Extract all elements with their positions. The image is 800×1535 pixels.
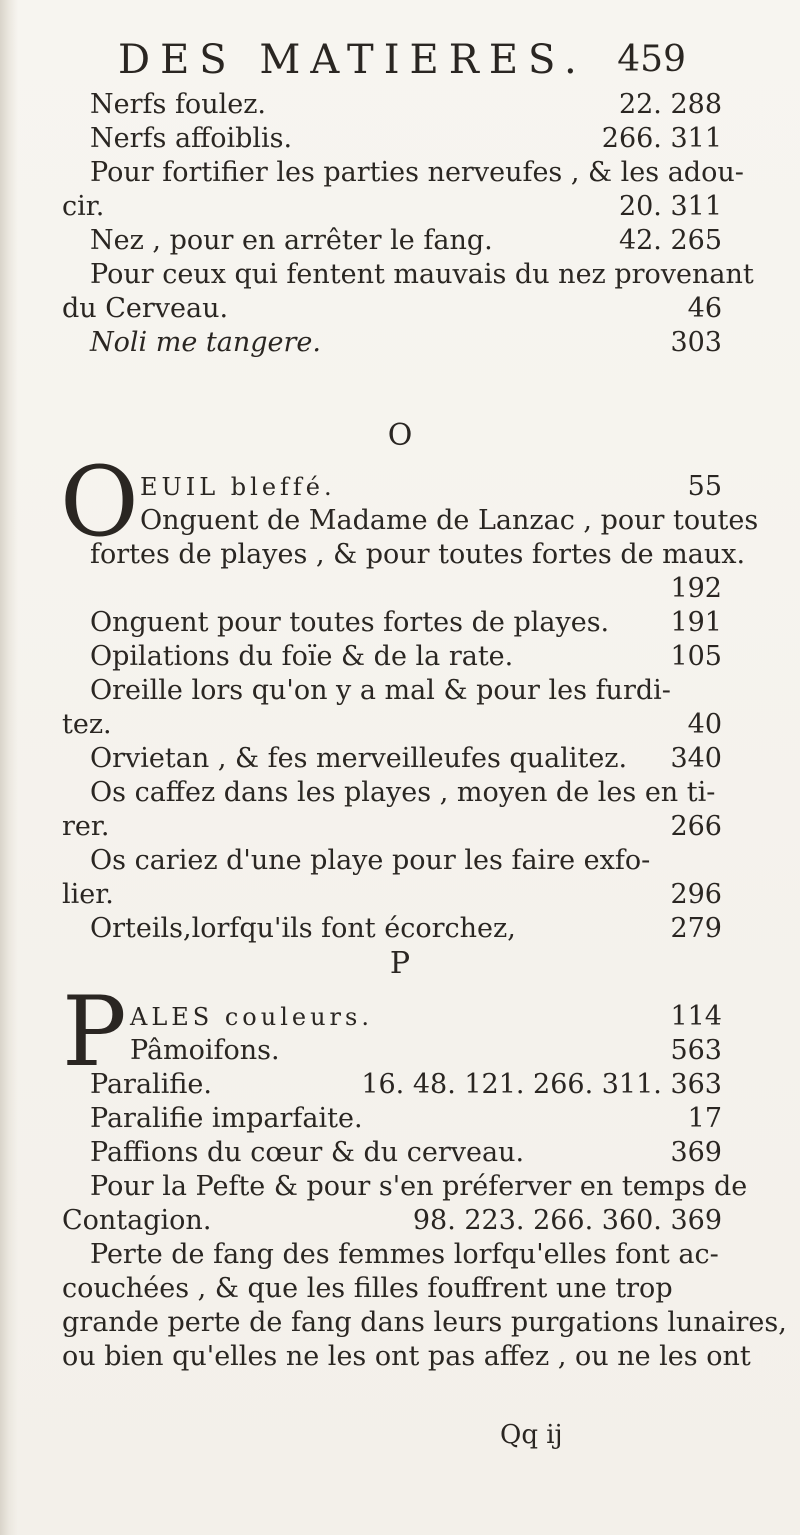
section-heading-o: O <box>387 418 413 453</box>
index-entry: rer. 266 <box>62 811 722 842</box>
dropcap-p: P <box>62 976 127 1088</box>
index-entry: EUIL bleffé. 55 <box>140 471 722 502</box>
index-entry: Oreille lors qu'on y a mal & pour les furdi- <box>90 675 671 706</box>
page-gutter <box>0 0 18 1535</box>
index-entry: grande perte de fang dans leurs purgations lunaires, <box>62 1307 787 1338</box>
index-entry: Onguent pour toutes fortes de playes. 191 <box>90 607 722 638</box>
index-section-n <box>62 88 754 360</box>
index-entry: fortes de playes , & pour toutes fortes de maux. <box>90 539 746 570</box>
index-section-o <box>62 470 759 946</box>
running-head <box>118 37 686 83</box>
index-entry: Perte de fang des femmes lorfqu'elles font ac- <box>90 1239 719 1270</box>
index-entry: Nerfs foulez. 22. 288 <box>90 89 722 120</box>
index-entry: Paralifie. 16. 48. 121. 266. 311. 363 <box>90 1069 722 1100</box>
index-entry: Noli me tangere. 303 <box>90 327 722 358</box>
index-entry: lier. 296 <box>62 879 722 910</box>
index-entry: Pour ceux qui fentent mauvais du nez provenant <box>90 259 754 290</box>
index-entry: Orvietan , & fes merveilleufes qualitez. 340 <box>90 743 722 774</box>
index-entry: ou bien qu'elles ne les ont pas affez , ou ne les ont <box>62 1341 751 1372</box>
index-entry: Nez , pour en arrêter le fang. 42. 265 <box>90 225 722 256</box>
index-entry: Opilations du foïe & de la rate. 105 <box>90 641 722 672</box>
index-entry: 192 <box>670 573 722 604</box>
index-entry: Contagion. 98. 223. 266. 360. 369 <box>62 1205 722 1236</box>
dropcap-o: O <box>60 446 139 558</box>
index-entry: Os caffez dans les playes , moyen de les en ti- <box>90 777 716 808</box>
index-entry: Pour la Pefte & pour s'en préferver en temps de <box>90 1171 748 1202</box>
index-entry: ALES couleurs. 114 <box>130 1001 722 1032</box>
index-entry: Paffions du cœur & du cerveau. 369 <box>90 1137 722 1168</box>
index-entry: Onguent de Madame de Lanzac , pour toutes <box>140 505 759 536</box>
index-entry: Orteils,lorfqu'ils font écorchez, 279 <box>90 913 722 944</box>
index-entry: cir. 20. 311 <box>62 191 722 222</box>
index-entry: Nerfs affoiblis. 266. 311 <box>90 123 722 154</box>
index-entry: Os cariez d'une playe pour les faire exfo- <box>90 845 651 876</box>
index-entry: Pâmoifons. 563 <box>130 1035 722 1066</box>
running-head-title: DES MATIERES. <box>118 37 587 83</box>
index-entry: couchées , & que les filles fouffrent une trop <box>62 1273 673 1304</box>
index-entry: du Cerveau. 46 <box>62 293 722 324</box>
signature-mark: Qq ij <box>500 1420 563 1450</box>
index-entry: tez. 40 <box>62 709 722 740</box>
index-entry: Paralifie imparfaite. 17 <box>90 1103 722 1134</box>
page-number: 459 <box>617 39 686 80</box>
section-heading-p: P <box>389 946 411 981</box>
index-entry: Pour fortifier les parties nerveufes , & les adou- <box>90 157 744 188</box>
index-section-p <box>62 1000 787 1374</box>
